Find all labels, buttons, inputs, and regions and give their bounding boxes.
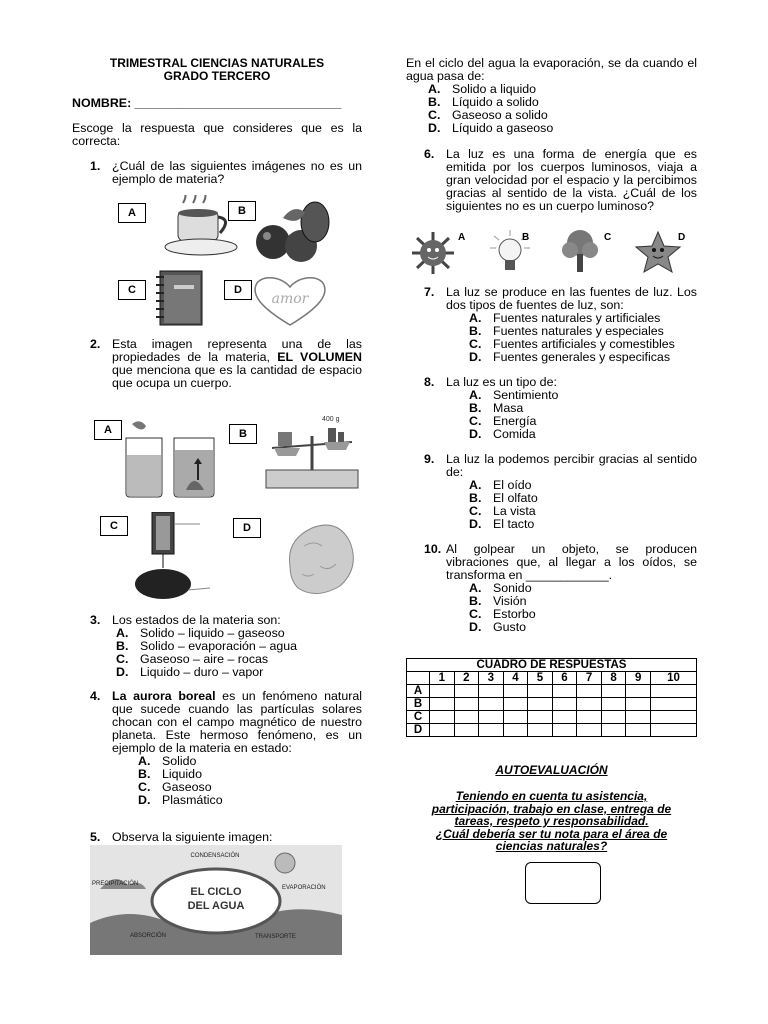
option-b[interactable]: B. Liquido [138, 767, 202, 781]
name-line: NOMBRE: ______________________________ [72, 96, 342, 110]
label-precipitacion: PRECIPITACIÓN [92, 881, 139, 887]
scale-image [262, 412, 362, 492]
option-a[interactable]: A. Solido [138, 754, 197, 768]
answer-table-header: 1 2 3 4 5 6 7 8 9 10 [407, 672, 697, 685]
cycle-title-2: DEL AGUA [187, 900, 245, 912]
answer-table [406, 658, 697, 737]
option-b[interactable]: B. Fuentes naturales y especiales [469, 324, 664, 338]
answer-row-a: A [407, 685, 697, 698]
label-condensacion: CONDENSACIÓN [190, 853, 240, 859]
tree-image [560, 228, 600, 274]
option-b[interactable]: B. Líquido a solido [428, 95, 539, 109]
option-a[interactable]: A. Solido – liquido – gaseoso [116, 626, 285, 640]
star-image [634, 230, 682, 274]
label-b: B [229, 424, 257, 444]
label-a: A [118, 203, 146, 223]
beakers-image [114, 420, 224, 500]
label-c: C [604, 232, 612, 243]
label-d: D [233, 518, 261, 538]
q5-options [428, 83, 553, 135]
grade-box[interactable] [525, 862, 601, 904]
question-6: 6. La luz es una forma de energía que es emitida por los cuerpos luminosos, viaja a gran velocidad por el espacio y la percibimos gracias al sentido de la vista. ¿Cuál de los siguientes no es un cuerpo luminoso? [424, 147, 697, 213]
q2-images [90, 412, 362, 602]
question-3: 3. Los estados de la materia son: A. Solido – liquido – gaseoso B. Solido – evaporación – agua C. Gaseoso – aire – rocas D. Liquido – duro – vapor [90, 614, 362, 679]
answer-row-b: B [407, 698, 697, 711]
label-b: B [228, 201, 256, 221]
label-evaporacion: EVAPORACIÓN [282, 885, 326, 891]
q4-options [138, 755, 362, 807]
option-d[interactable]: D. El tacto [469, 517, 535, 531]
option-c[interactable]: C. La vista [469, 504, 536, 518]
question-2: 2. Esta imagen representa una de las propiedades de la materia, EL VOLUMEN que menciona que es la cantidad de espacio que ocupa un cuerpo. [90, 337, 363, 390]
q5-continuation: En el ciclo del agua la evaporación, se da cuando el agua pasa de: [406, 56, 697, 83]
q1-images [118, 195, 368, 330]
answer-row-d: D [407, 724, 697, 737]
option-a[interactable]: A. Solido a liquido [428, 82, 537, 96]
self-eval-heading: AUTOEVALUACIÓN [495, 763, 608, 777]
option-c[interactable]: C. Gaseoso [138, 780, 212, 794]
option-a[interactable]: A. Sentimiento [469, 388, 559, 402]
answer-table-title: CUADRO DE RESPUESTAS [407, 659, 697, 672]
label-b: B [522, 232, 530, 243]
label-absorcion: ABSORCIÓN [130, 933, 167, 939]
question-9: 9. La luz la podemos percibir gracias al sentido de: A. El oído B. El olfato C. La vista D. El tacto [424, 452, 697, 531]
option-a[interactable]: A. Sonido [469, 581, 532, 595]
option-c[interactable]: C. Energía [469, 414, 537, 428]
question-5: 5. Observa la siguiente imagen: [90, 830, 273, 844]
question-1: 1. ¿Cuál de las siguientes imágenes no es un ejemplo de materia? [90, 159, 362, 186]
option-d[interactable]: D. Líquido a gaseoso [428, 121, 554, 135]
q6-images [406, 228, 697, 276]
notebook-image [152, 267, 207, 329]
option-c[interactable]: C. Gaseoso – aire – rocas [116, 652, 269, 666]
label-transporte: TRANSPORTE [255, 934, 296, 940]
label-c: C [118, 280, 146, 300]
name-blank[interactable]: ______________________________ [134, 96, 342, 110]
option-a[interactable]: A. El oído [469, 478, 532, 492]
option-d[interactable]: D. Plasmático [138, 793, 223, 807]
label-a: A [94, 420, 122, 440]
option-a[interactable]: A. Fuentes naturales y artificiales [469, 311, 661, 325]
answer-row-c: C [407, 711, 697, 724]
q3-options [116, 627, 362, 679]
option-d[interactable]: D. Gusto [469, 620, 527, 634]
rock-image [280, 516, 360, 602]
scale-weight-text: 400 g [322, 416, 340, 423]
question-4: 4. La aurora boreal es un fenómeno natural que sucede cuando las partículas solares chocan con el campo magnético de nuestro planeta. Este hermoso fenómeno, es un ejemplo de la materia en estado: A. Solido B. Liquido C. Gaseoso D. Plasmático [90, 689, 362, 807]
q7-options [469, 312, 697, 364]
label-a: A [458, 232, 466, 243]
label-c: C [100, 516, 128, 536]
heart-text: amor [271, 291, 309, 307]
question-8: 8. La luz es un tipo de: A. Sentimiento B. Masa C. Energía D. Comida [424, 376, 697, 441]
label-d: D [678, 232, 686, 243]
question-10: 10. Al golpear un objeto, se producen vibraciones que, al llegar a los oídos, se transforma en ____________. A. Sonido B. Visión C. Estorbo D. Gusto [424, 542, 697, 634]
q9-options [469, 479, 697, 531]
option-b[interactable]: B. Masa [469, 401, 524, 415]
heart-image [250, 273, 330, 328]
option-c[interactable]: C. Gaseoso a solido [428, 108, 548, 122]
option-d[interactable]: D. Liquido – duro – vapor [116, 665, 264, 679]
fruits-image [253, 200, 338, 265]
water-cycle-image [90, 845, 342, 955]
label-d: D [224, 280, 252, 300]
option-b[interactable]: B. Solido – evaporación – agua [116, 639, 298, 653]
spring-scale-image [130, 512, 240, 602]
option-b[interactable]: B. El olfato [469, 491, 538, 505]
question-7: 7. La luz se produce en las fuentes de luz. Los dos tipos de fuentes de luz, son: A. Fuentes naturales y artificiales B. Fuentes naturales y especiales C. Fuentes artificiales y comestibles D. Fuentes generales y especificas [424, 285, 697, 364]
option-b[interactable]: B. Visión [469, 594, 527, 608]
instructions: Escoge la respuesta que consideres que es la correcta: [72, 121, 362, 148]
option-d[interactable]: D. Comida [469, 427, 536, 441]
option-c[interactable]: C. Estorbo [469, 607, 536, 621]
self-eval-text: Teniendo en cuenta tu asistencia, participación, trabajo en clase, entrega de tareas, respeto y responsabilidad. ¿Cuál debería ser tu nota para el área de ciencias naturales? [431, 789, 672, 853]
cycle-title: EL CICLO [190, 886, 242, 898]
q10-options [469, 582, 697, 634]
q8-options [469, 389, 697, 441]
sun-image [408, 232, 458, 274]
option-c[interactable]: C. Fuentes artificiales y comestibles [469, 337, 675, 351]
exam-title: TRIMESTRAL CIENCIAS NATURALES GRADO TERCERO [109, 56, 325, 83]
option-d[interactable]: D. Fuentes generales y especificas [469, 350, 671, 364]
